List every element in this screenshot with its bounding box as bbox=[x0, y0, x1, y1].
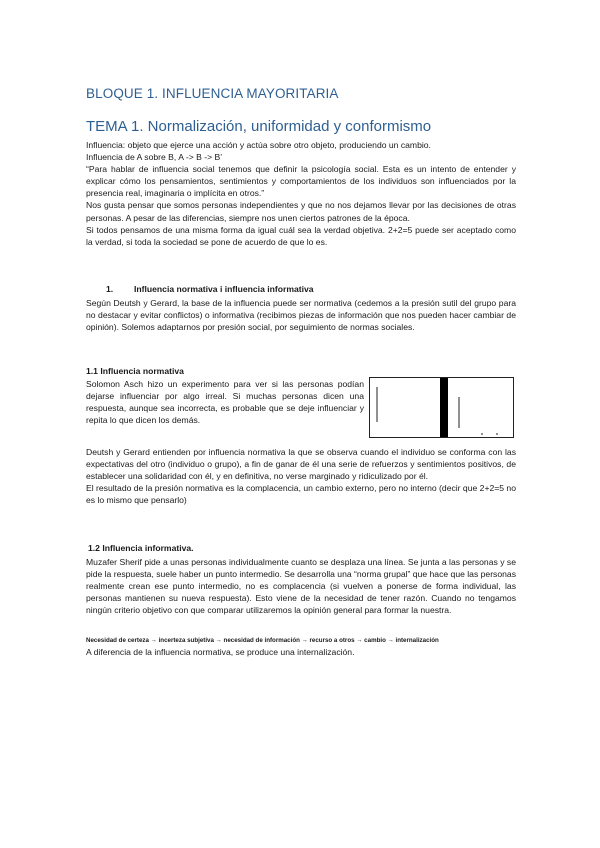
topic-heading: TEMA 1. Normalización, uniformidad y conformismo bbox=[86, 118, 432, 135]
section12-text: Muzafer Sherif pide a unas personas individualmente cuanto se desplaza una línea. Se junta a las personas y se pide la respuesta, suele haber un punto intermedio. Se desarrolla una “norma grupal” que hace que las personas realmente crean ese punto intermedio, no es complacencia (si vuelven a ponerse de forma individual, las personas mantienen su nueva respuesta). Esto viene de la necesidad de tener razón. Cuando no tengamos ningún criterio objetivo con que comparar utilizaremos la opinión general para formar la nuestra. bbox=[86, 557, 516, 616]
section11-heading: 1.1 Influencia normativa bbox=[86, 366, 184, 376]
section11-paragraph-complacency: El resultado de la presión normativa es la complacencia, un cambio externo, pero no interno (decir que 2+2=5 no es lo mismo que pensarlo) bbox=[86, 483, 516, 506]
intro-formula: Influencia de A sobre B, A -> B -> B’ bbox=[86, 152, 223, 163]
asch-lines-figure bbox=[369, 377, 514, 438]
separator-bar bbox=[440, 378, 448, 437]
section1-text: Según Deutsh y Gerard, la base de la influencia puede ser normativa (cedemos a la presión sutil del grupo para no destacar y evitar conflictos) o informativa (recibimos piezas de información que nos pueden hacer cambiar de opinión). Solemos adaptarnos por presión social, por seguimiento de normas sociales. bbox=[86, 298, 516, 333]
asch-lines-illustration bbox=[370, 378, 513, 437]
section11-side-text: Solomon Asch hizo un experimento para ver si las personas podían dejarse influenciar por algo irreal. Si muchas personas dicen una respuesta, aunque sea incorrecta, es probable que se deje influenciar y repita lo que dicen los demás. bbox=[86, 379, 364, 426]
intro-definition: Influencia: objeto que ejerce una acción y actúa sobre otro objeto, produciendo un cambio. bbox=[86, 140, 431, 150]
section12-heading: 1.2 Influencia informativa. bbox=[88, 543, 194, 553]
section12-chain: Necesidad de certeza → incerteza subjetiva → necesidad de información → recurso a otros → cambio → internalización bbox=[86, 637, 439, 644]
section11-paragraph-normative: Deutsh y Gerard entienden por influencia normativa la que se observa cuando el individuo se conforma con las expectativas del otro (individuo o grupo), a fin de ganar de él una serie de refuerzos y sentimientos positivos, de establecer una solidaridad con él, y en definitiva, no verse marginado y ridiculizado por él. bbox=[86, 447, 516, 482]
section1-title: Influencia normativa i influencia informativa bbox=[134, 284, 314, 294]
block-heading: BLOQUE 1. INFLUENCIA MAYORITARIA bbox=[86, 86, 339, 101]
section1-number: 1. bbox=[106, 284, 114, 294]
intro-objective-truth: Si todos pensamos de una misma forma da igual cuál sea la verdad objetiva. 2+2=5 puede ser aceptado como la verdad, si toda la sociedad se pone de acuerdo de que lo es. bbox=[86, 224, 516, 247]
section12-closing: A diferencia de la influencia normativa, se produce una internalización. bbox=[86, 647, 355, 657]
section11-body bbox=[86, 446, 516, 506]
intro-quote: “Para hablar de influencia social tenemos que definir la psicología social. Esta es un intento de entender y explicar cómo los pensamientos, sentimientos y comportamientos de los individuos son influenciados por la presencia real, imaginaria o implícita en otros.” bbox=[86, 164, 516, 199]
intro-block bbox=[86, 139, 516, 248]
intro-independence: Nos gusta pensar que somos personas independientes y que no nos dejamos llevar por las decisiones de otras personas. A pesar de las diferencias, siempre nos unen ciertos patrones de la época. bbox=[86, 200, 516, 223]
section1-heading bbox=[106, 284, 314, 294]
